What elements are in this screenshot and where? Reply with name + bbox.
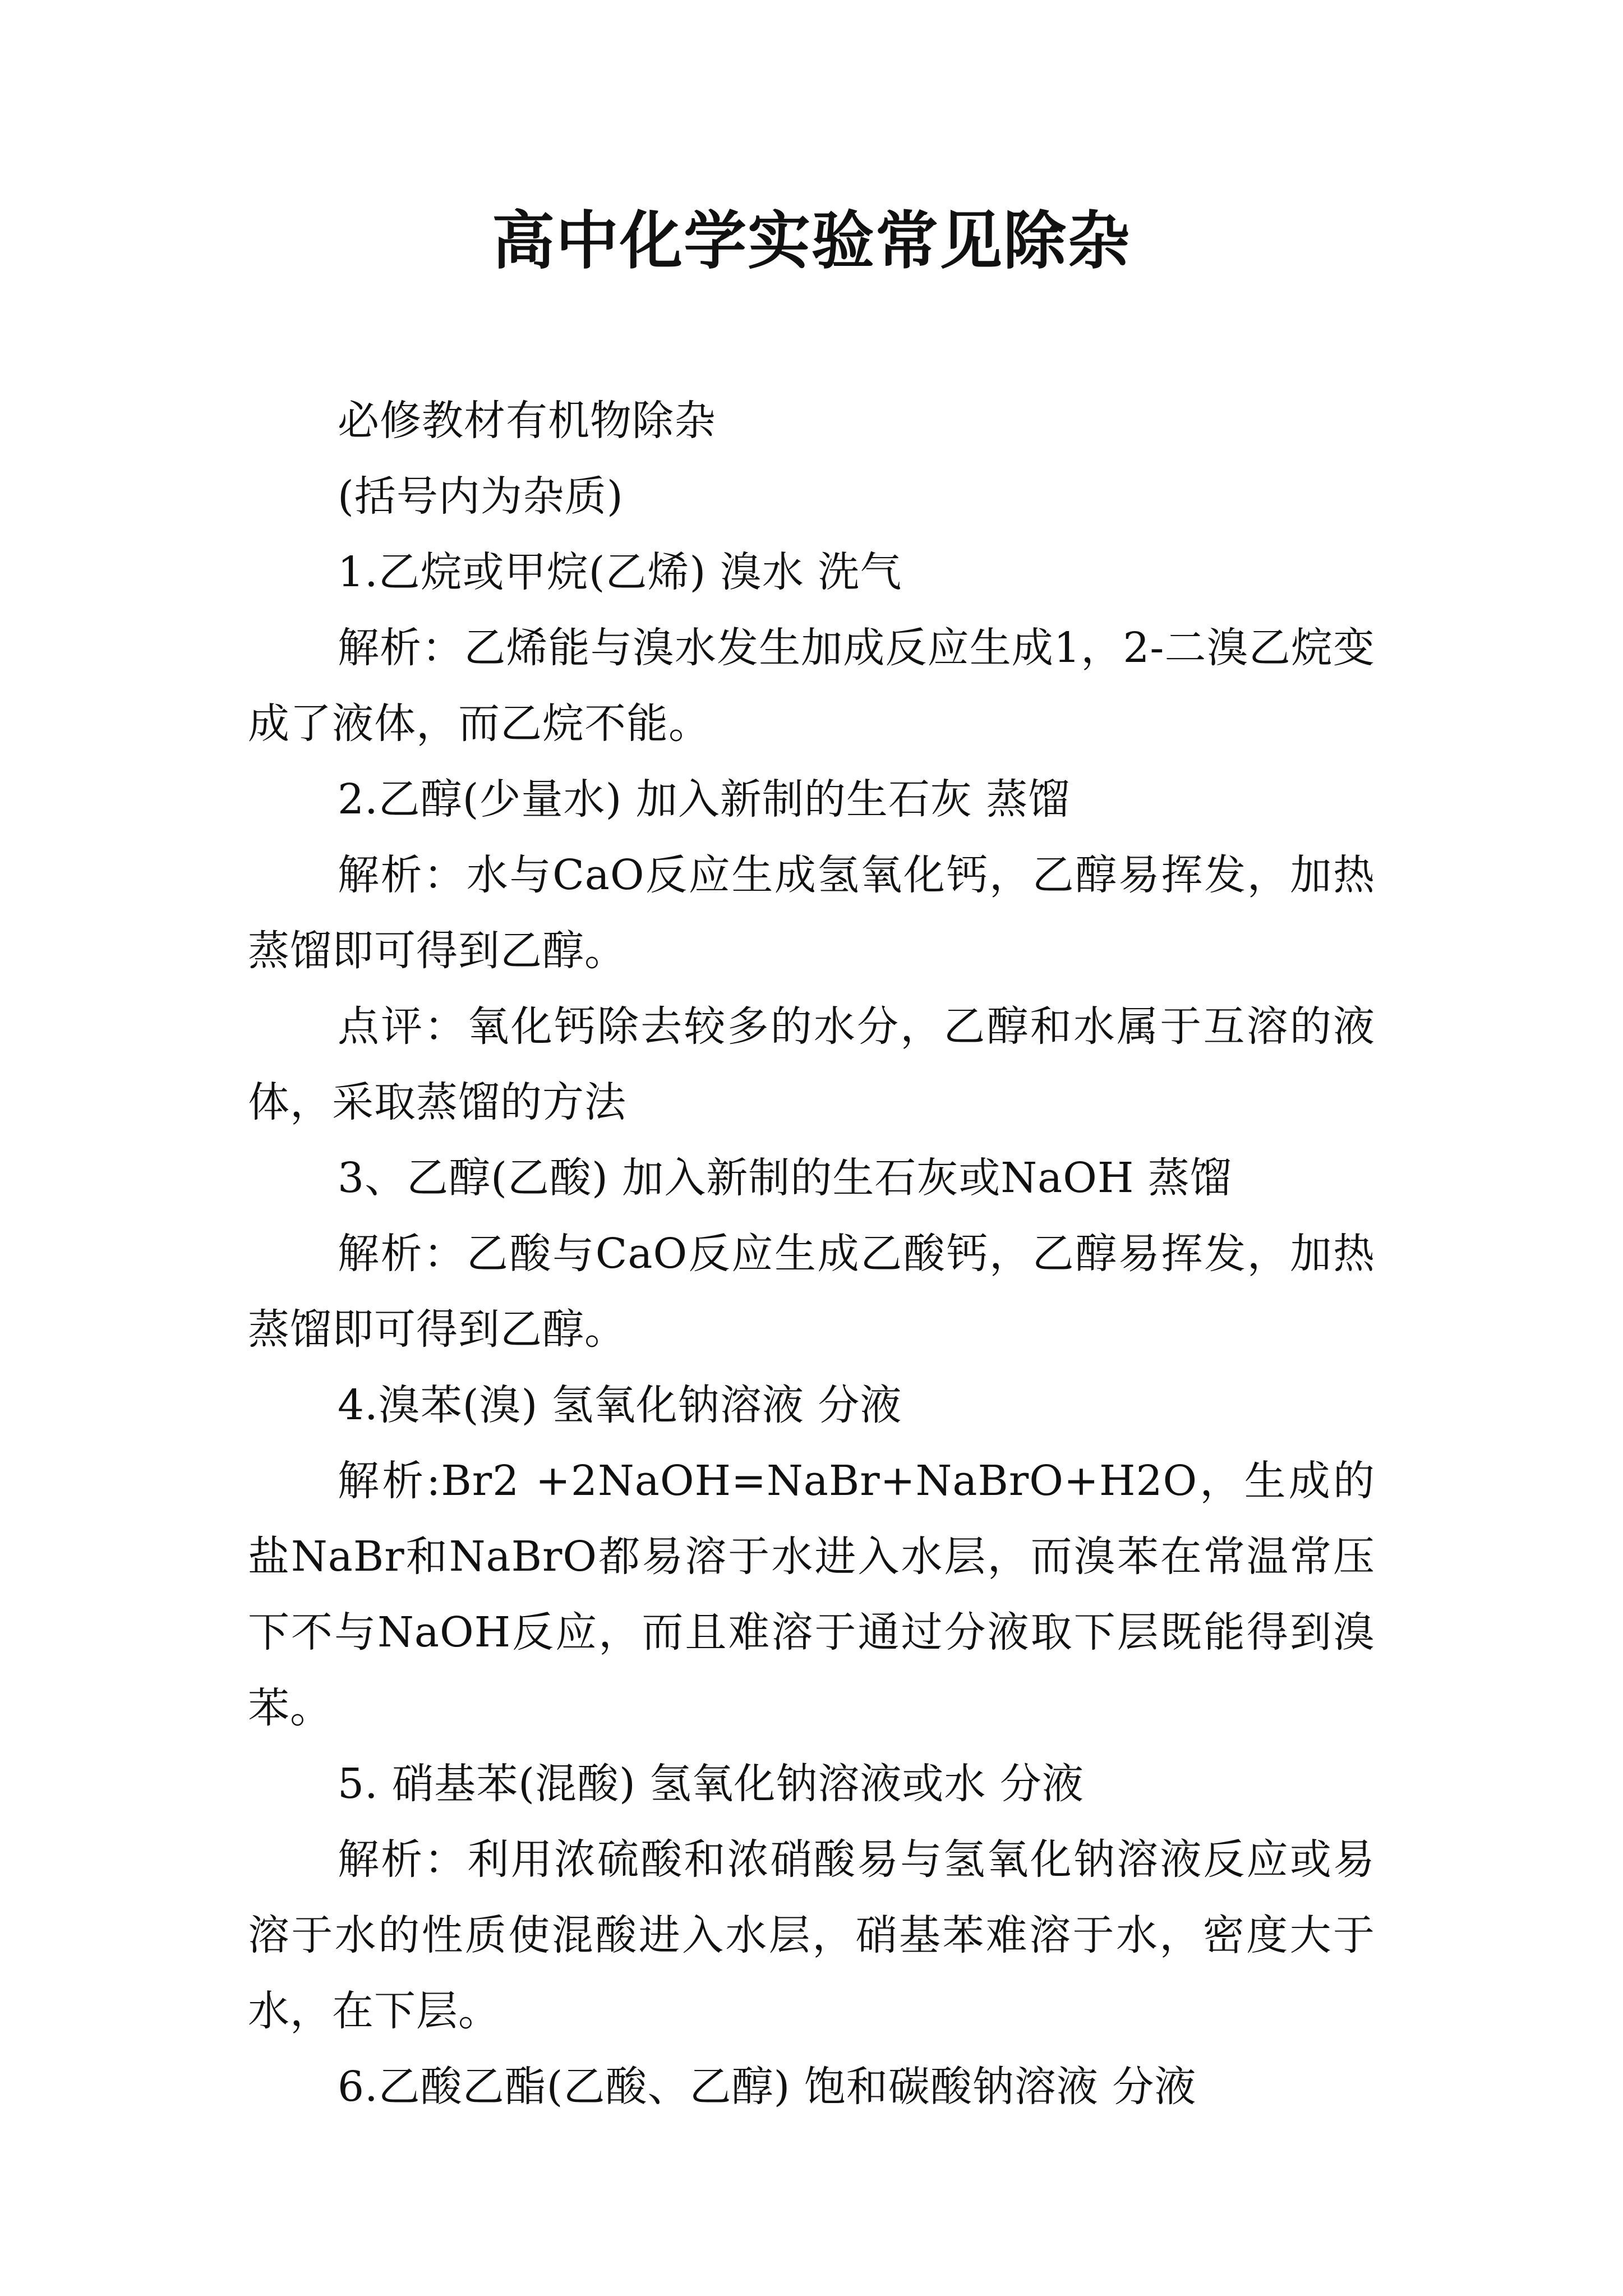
paragraph-section-heading: 必修教材有机物除杂 [338,397,716,445]
paragraph-analysis-3: 解析：乙酸与CaO反应生成乙酸钙，乙醇易挥发，加热蒸馏即可得到乙醇。 [248,1230,1375,1354]
paragraph-analysis-4: 解析:Br2 +2NaOH=NaBr+NaBrO+H2O，生成的盐NaBr和NaBrO都易溶于水进入水层，而溴苯在常温常压下不与NaOH反应，而且难溶于通过分液取下层既能得到溴苯。 [248,1457,1375,1732]
paragraph-item-2: 2.乙醇(少量水) 加入新制的生石灰 蒸馏 [338,775,1071,823]
paragraph-comment-2: 点评：氧化钙除去较多的水分，乙醇和水属于互溶的液体，采取蒸馏的方法 [248,1002,1375,1126]
paragraph-item-6: 6.乙酸乙酯(乙酸、乙醇) 饱和碳酸钠溶液 分液 [338,2063,1197,2111]
document-title: 高中化学实验常见除杂 [492,204,1131,278]
paragraph-item-5: 5. 硝基苯(混酸) 氢氧化钠溶液或水 分液 [338,1760,1084,1808]
paragraph-item-1: 1.乙烷或甲烷(乙烯) 溴水 洗气 [338,548,902,596]
paragraph-analysis-2: 解析：水与CaO反应生成氢氧化钙，乙醇易挥发，加热蒸馏即可得到乙醇。 [248,851,1375,975]
paragraph-item-4: 4.溴苯(溴) 氢氧化钠溶液 分液 [338,1381,902,1429]
paragraph-analysis-5: 解析：利用浓硫酸和浓硝酸易与氢氧化钠溶液反应或易溶于水的性质使混酸进入水层，硝基苯难溶于水，密度大于水，在下层。 [248,1835,1375,2035]
paragraph-item-3: 3、乙醇(乙酸) 加入新制的生石灰或NaOH 蒸馏 [338,1154,1232,1202]
document-body [248,383,1375,2125]
paragraph-note: (括号内为杂质) [338,472,624,521]
paragraph-analysis-1: 解析：乙烯能与溴水发生加成反应生成1，2-二溴乙烷变成了液体，而乙烷不能。 [248,624,1375,748]
